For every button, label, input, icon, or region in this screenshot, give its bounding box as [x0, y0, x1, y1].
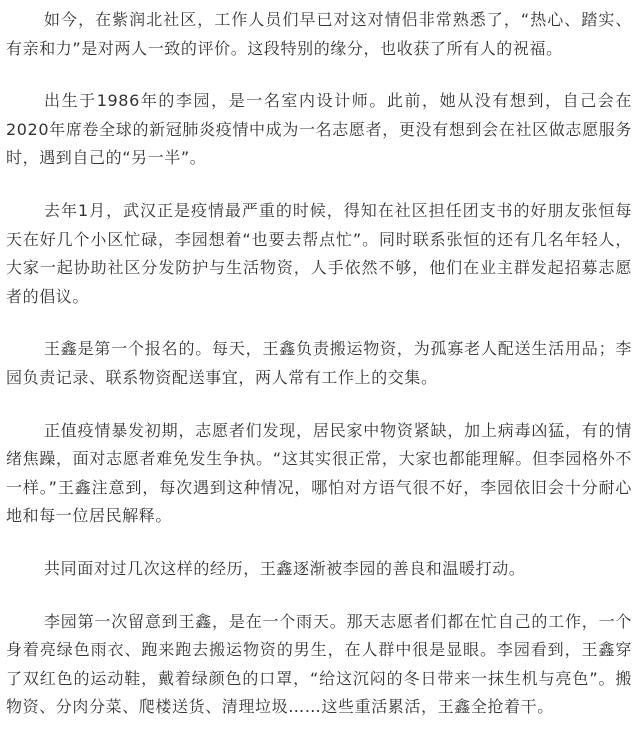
- paragraph-3: 去年1月，武汉正是疫情最严重的时候，得知在社区担任团支书的好朋友张恒每天在好几个小区忙碌，李园想着“也要去帮点忙”。同时联系张恒的还有几名年轻人，大家一起协助社区分发防护与生活物资，人手依然不够，他们在业主群发起招募志愿者的倡议。: [6, 200, 632, 306]
- paragraph-5: 正值疫情暴发初期，志愿者们发现，居民家中物资紧缺，加上病毒凶猛，有的情绪焦躁，面对志愿者难免发生争执。“这其实很正常，大家也都能理解。但李园格外不一样。”王鑫注意到，每次遇到这种情况，哪怕对方语气很不好，李园依旧会十分耐心地和每一位居民解释。: [6, 420, 632, 526]
- paragraph-4: 王鑫是第一个报名的。每天，王鑫负责搬运物资，为孤寡老人配送生活用品；李园负责记录、联系物资配送事宜，两人常有工作上的交集。: [6, 339, 632, 387]
- paragraph-1: 如今，在紫润北社区，工作人员们早已对这对情侣非常熟悉了，“热心、踏实、有亲和力”是对两人一致的评价。这段特别的缘分，也收获了所有人的祝福。: [6, 10, 632, 58]
- paragraph-2: 出生于1986年的李园，是一名室内设计师。此前，她从没有想到，自己会在2020年席卷全球的新冠肺炎疫情中成为一名志愿者，更没有想到会在社区做志愿服务时，遇到自己的“另一半”。: [6, 91, 632, 168]
- paragraph-7: 李园第一次留意到王鑫，是在一个雨天。那天志愿者们都在忙自己的工作，一个身着亮绿色雨衣、跑来跑去搬运物资的男生，在人群中很是显眼。李园看到，王鑫穿了双红色的运动鞋，戴着绿颜色的口罩，“给这沉闷的冬日带来一抹生机与亮色”。搬物资、分肉分菜、爬楼送货、清理垃圾……这些重活累活，王鑫全抢着干。: [6, 611, 632, 717]
- paragraph-6: 共同面对过几次这样的经历，王鑫逐渐被李园的善良和温暖打动。: [44, 558, 526, 578]
